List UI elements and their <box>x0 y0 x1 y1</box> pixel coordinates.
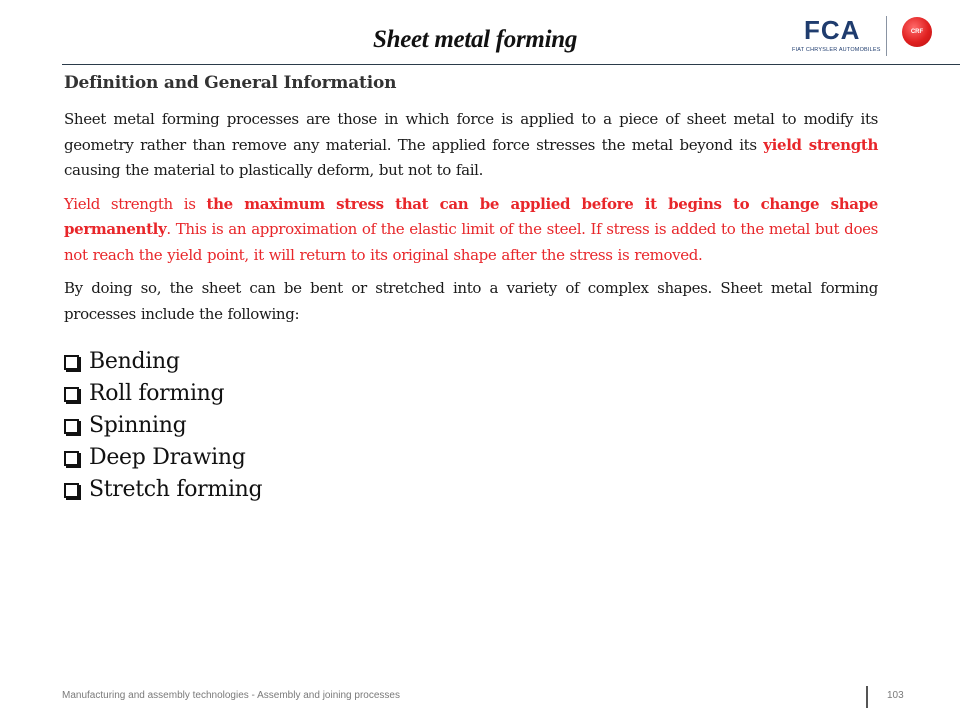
section-heading: Definition and General Information <box>64 73 397 93</box>
list-item <box>64 377 878 409</box>
definition-text-end: causing the material to plastically deform, but not to fail. <box>64 161 484 179</box>
logo-divider <box>886 16 887 56</box>
max-stress-highlight: the maximum stress that can be applied before it begins to change shape permanently <box>64 194 879 238</box>
list-item-label: Deep Drawing <box>89 444 246 470</box>
list-item <box>64 409 878 441</box>
process-list <box>64 345 878 505</box>
crf-logo: CRF <box>902 17 932 47</box>
slide-content <box>64 70 878 505</box>
fca-logo-subtitle: FIAT CHRYSLER AUTOMOBILES <box>792 47 881 53</box>
footer-course-title: Manufacturing and assembly technologies - Assembly and joining processes <box>62 690 400 701</box>
definition-paragraph <box>64 107 878 184</box>
list-item-label: Bending <box>89 348 180 374</box>
list-item <box>64 473 878 505</box>
header-rule <box>62 64 960 65</box>
fca-logo-mark: FCA <box>804 15 861 45</box>
list-item <box>64 345 878 377</box>
list-item <box>64 441 878 473</box>
slide-title: Sheet metal forming <box>372 26 578 53</box>
checkbox-bullet-icon <box>64 387 79 402</box>
checkbox-bullet-icon <box>64 451 79 466</box>
definition-text-start: Sheet metal forming processes are those in which force is applied to a piece of sheet metal to modify its geometry rather than remove any material. The applied force stresses the metal beyond its <box>64 110 878 154</box>
footer-divider <box>866 686 868 708</box>
yield-text-end: . This is an approximation of the elastic limit of the steel. If stress is added to the metal but does not reach the yield point, it will return to its original shape after the stress is removed. <box>64 220 878 264</box>
checkbox-bullet-icon <box>64 355 79 370</box>
yield-text-start: Yield strength is <box>64 194 207 213</box>
list-item-label: Spinning <box>89 412 187 438</box>
checkbox-bullet-icon <box>64 419 79 434</box>
fca-logo <box>788 14 880 58</box>
page-number: 103 <box>887 690 904 701</box>
list-item-label: Roll forming <box>89 380 225 406</box>
slide-header <box>0 0 960 66</box>
list-item-label: Stretch forming <box>89 476 263 502</box>
checkbox-bullet-icon <box>64 483 79 498</box>
yield-strength-paragraph <box>64 192 878 269</box>
processes-intro-paragraph: By doing so, the sheet can be bent or stretched into a variety of complex shapes. Sheet metal forming processes include the following: <box>64 279 878 323</box>
yield-strength-highlight: yield strength <box>763 135 878 154</box>
